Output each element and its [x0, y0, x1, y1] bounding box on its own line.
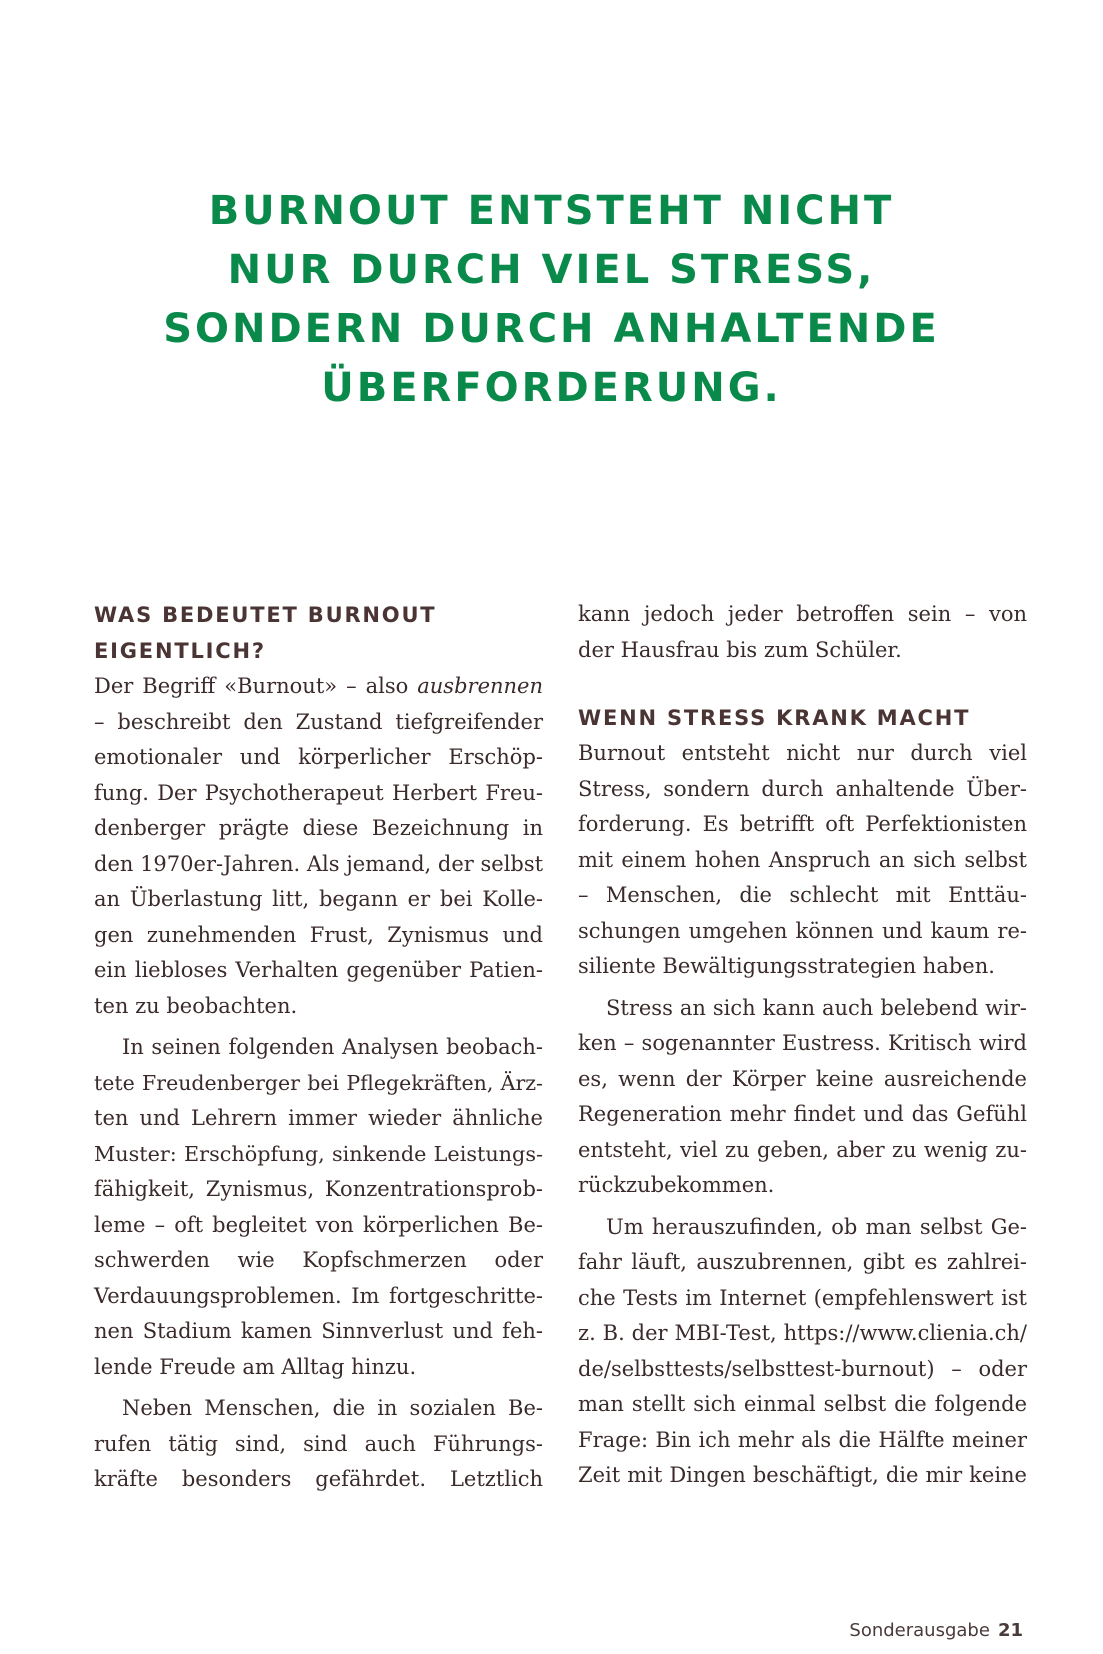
- text-line: ten und Lehrern immer wieder ähnliche: [94, 1106, 543, 1130]
- pull-quote-line: ÜBERFORDERUNG.: [321, 365, 782, 411]
- text-line: mit einem hohen Anspruch an sich selbst: [578, 847, 1027, 872]
- section-heading: EIGENTLICH?: [94, 639, 266, 663]
- text-line: z. B. der MBI-Test, https://www.clienia.ch/: [578, 1321, 1027, 1345]
- text-line: Um herauszufinden, ob man selbst Ge-: [606, 1214, 1027, 1239]
- text-line: de/selbsttests/selbsttest-burnout) – oder: [578, 1356, 1027, 1381]
- text-line: nen Stadium kamen Sinnverlust und feh-: [94, 1319, 543, 1343]
- text-line: kann jedoch jeder betroffen sein – von: [578, 602, 1027, 626]
- section-heading: WAS BEDEUTET BURNOUT: [94, 603, 437, 627]
- page-footer: [849, 1620, 1023, 1641]
- text-line: tete Freudenberger bei Pflegekräften, Ärz-: [94, 1070, 543, 1095]
- paragraph: [578, 1210, 1027, 1494]
- paragraph: [578, 991, 1027, 1204]
- text-line: Regeneration mehr findet und das Gefühl: [578, 1102, 1027, 1126]
- text-line: es, wenn der Körper keine ausreichende: [578, 1066, 1027, 1091]
- text-line: che Tests im Internet (empfehlenswert ist: [578, 1285, 1027, 1310]
- text-line: fähigkeit, Zynismus, Konzentrationsprob-: [94, 1177, 543, 1201]
- text-line: Burnout entsteht nicht nur durch viel: [578, 741, 1027, 765]
- section-heading: WENN STRESS KRANK MACHT: [578, 706, 971, 730]
- left-column: [94, 597, 543, 1498]
- text-line: emotionaler und körperlicher Erschöp-: [94, 745, 543, 769]
- text-line: den 1970er-Jahren. Als jemand, der selbst: [94, 851, 544, 876]
- text-line: – Menschen, die schlecht mit Enttäu-: [578, 883, 1027, 907]
- emphasis-word: ausbrennen: [417, 674, 543, 698]
- text-line: siliente Bewältigungsstrategien haben.: [578, 954, 995, 978]
- text-line: In seinen folgenden Analysen beobach-: [122, 1035, 543, 1059]
- paragraph: [578, 736, 1027, 985]
- text-line: Verdauungsproblemen. Im fortgeschritte-: [94, 1283, 543, 1308]
- publication-name: Sonderausgabe: [849, 1620, 990, 1641]
- text-line: ken – sogenannter Eustress. Kritisch wird: [578, 1031, 1027, 1055]
- page-number: 21: [997, 1620, 1023, 1641]
- text-line: – beschreibt den Zustand tiefgreifender: [94, 709, 543, 734]
- text-line: kräfte besonders gefährdet. Letztlich: [94, 1467, 543, 1491]
- text-line: Frage: Bin ich mehr als die Hälfte meiner: [578, 1427, 1027, 1452]
- text-line: fung. Der Psychotherapeut Herbert Freu-: [94, 780, 543, 805]
- text-line: leme – oft begleitet von körperlichen Be-: [94, 1212, 543, 1237]
- paragraph: [94, 669, 543, 1024]
- text-line: Der Begriff «Burnout» – also ausbrennen: [94, 674, 543, 698]
- text-line: lende Freude am Alltag hinzu.: [94, 1354, 417, 1379]
- text-line: man stellt sich einmal selbst die folgende: [578, 1392, 1027, 1416]
- text-line: rückzubekommen.: [578, 1173, 775, 1197]
- pull-quote-line: NUR DURCH VIEL STRESS,: [227, 247, 876, 293]
- pull-quote: [150, 182, 953, 418]
- text-line: ein liebloses Verhalten gegenüber Patien-: [94, 958, 543, 982]
- paragraph: [94, 1391, 543, 1498]
- text-line: fahr läuft, auszubrennen, gibt es zahlrei-: [578, 1250, 1027, 1274]
- text-line: denberger prägte diese Bezeichnung in: [94, 816, 543, 840]
- text-line: der Hausfrau bis zum Schüler.: [578, 637, 902, 662]
- text-line: Stress an sich kann auch belebend wir-: [606, 995, 1027, 1020]
- text-line: Zeit mit Dingen beschäftigt, die mir keine: [578, 1463, 1027, 1487]
- text-line: gen zunehmenden Frust, Zynismus und: [94, 922, 543, 947]
- right-column: [578, 597, 1027, 1494]
- paragraph: [94, 1030, 543, 1385]
- text-line: Muster: Erschöpfung, sinkende Leistungs-: [94, 1141, 543, 1166]
- text-line: an Überlastung litt, begann er bei Kolle-: [94, 887, 543, 911]
- pull-quote-line: SONDERN DURCH ANHALTENDE: [163, 306, 940, 352]
- paragraph: [578, 597, 1027, 668]
- text-line: schwerden wie Kopfschmerzen oder: [94, 1248, 543, 1272]
- text-line: ten zu beobachten.: [94, 993, 298, 1018]
- text-line: Neben Menschen, die in sozialen Be-: [122, 1396, 543, 1420]
- text-line: rufen tätig sind, sind auch Führungs-: [94, 1431, 543, 1456]
- pull-quote-line: BURNOUT ENTSTEHT NICHT: [208, 188, 895, 234]
- text-line: schungen umgehen können und kaum re-: [578, 918, 1027, 943]
- text-line: Stress, sondern durch anhaltende Über-: [578, 776, 1027, 801]
- text-line: forderung. Es betrifft oft Perfektionisten: [578, 812, 1027, 836]
- text-line: entsteht, viel zu geben, aber zu wenig zu-: [578, 1137, 1027, 1162]
